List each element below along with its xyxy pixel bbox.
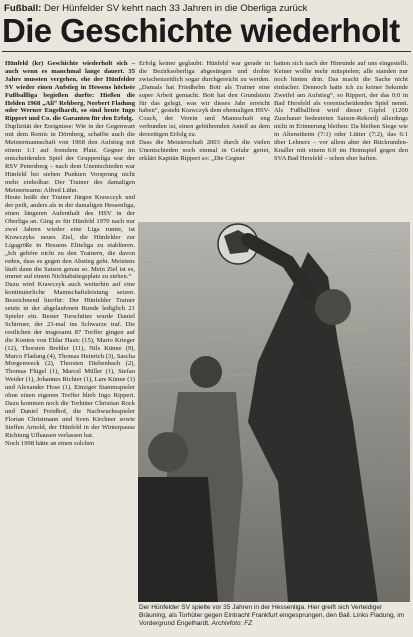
subtitle: Der Hünfelder SV kehrt nach 33 Jahren in die Oberliga zurück — [43, 3, 308, 14]
caption-text: Der Hünfelder SV spielte vor 35 Jahren in der Hessenliga. Hier greift sich Verteidiger Bräuning, als Torhüter gegen Eintracht Frankfurt eingesprungen, den Ball. Links Fladung, im Vordergrund Engelhardt. — [139, 604, 405, 627]
paragraph: Heute heißt der Trainer Jürgen Krawczyk und der peilt, anders als in der damaligen Hessenliga, einen längeren Aufenthalt des HSV in der Oberliga an. Ging es für Hünfeld 1970 nach nur zwei Jahren wieder eine Liga runter, ist Krawczyks neues Ziel, die Hünfelder zur Ligagröße in Hessens Eliteliga zu etablieren. „Ich gehöre nicht zu den Trainern, die davon reden, dass es gegen den Abstieg geht. Meistens läuft dann die Saison genau so. Mein Ziel ist es, immer auf einem Nichtabstiegsplatz zu stehen.“ — [5, 194, 135, 281]
paragraph: Noch 1998 hätte an einen solchen — [5, 439, 95, 447]
headline: Die Geschichte wiederholt — [2, 12, 400, 49]
paragraph: Duplizität der Ereignisse: Wie in der Gegenwart mit dem Remis in Dörnberg, schaffte auch die Meistermannschaft von 1968 den Aufstieg mit einem 1:1 auf fremdem Platz. Gegner im entscheidenden Spiel der Gruppenliga war der RSV Petersberg – nach dem Unentschieden war Hünfeld bei sieben Punkten Vorsprung nicht mehr einholbar. Der Trainer des damaligen Meisterteams: Alfred Lühn. — [5, 123, 135, 194]
lead-paragraph: Hünfeld (kr) Geschichte wiederholt sich – auch wenn es manchmal lange dauert. 35 Jahre mussten vergehen, ehe der Hünfelder SV wieder einen Aufstieg in Hessens höchste Fußballliga begießen durfte: Hießen die Helden 1968 „Ali“ Rehberg, Norbert Fladung oder Werner Engelhardt, so sind heute Ingo Rippert und Co. die Garanten für den Erfolg. — [5, 60, 135, 123]
photo-credit: Archivfoto: FZ — [211, 619, 253, 627]
header-rule — [2, 51, 411, 52]
rubric: Fußball: — [4, 3, 42, 14]
article-column-3 — [274, 60, 408, 220]
photo-caption — [139, 604, 410, 636]
paragraph: Dass die Meisterschaft 2003 durch die vielen Unentschieden noch einmal in Gefahr geriet, erklärt Kapitän Rippert so: „Die Gegner — [139, 139, 270, 162]
article-column-1 — [5, 60, 135, 632]
paragraph: Dazu wird Krawczyk auch weiterhin auf eine kontinuierliche Mannschaftsleistung setzen. Bezeichnend hierfür: Der Hünfelder Trainer setzte in der abgelaufenen Runde lediglich 21 Spieler ein. Bester Torschütze wurde Daniel Schirmer, der 23-mal ins Schwarze traf. Die restlichen der insgesamt 87 Treffer gingen auf die Konten von Eldar Hasic (15), Mario Krieger (12), Thorsten Brehler (11), Nils Künne (9), Marco Fladung (4), Thomas Heinrich (3), Sascha Morgenweck (2), Thorsten Diebenbach (2), Thomas Flügel (1), Marcel Müller (1), Stefan Weider (1), Johannes Richter (1), Lars Künne (1) und Alexander Hose (1). Einziger Stammspieler ohne einen eigenen Treffer blieb Ingo Rippert. Dazu kommen noch die Torhüter Christian Rock und Daniel Freidhof, die Nachwuchsspieler Florian Christmann und Sven Kirchner sowie Steffen Arnold, der Hünfeld in der Winterpause Richtung Ufhausen verlassen hat. — [5, 281, 135, 439]
article-column-2 — [139, 60, 270, 220]
paragraph: Erfolg keiner geglaubt: Hünfeld war gerade in die Bezirksoberliga abgestiegen und drohte zwischenzeitlich sogar durchgereicht zu werden. „Damals hat Friedhelm Bott als Trainer eine super Arbeit gemacht. Bott hat den Grundstein für das gelegt, was wir dieses Jahr erreicht haben“, gesteht Krawczyk dem ehemaligen HSV-Coach, der Verein und Mannschaft eng verbunden ist, einen gebührenden Anteil an dem derzeitigen Erfolg zu. — [139, 60, 270, 139]
archive-photo — [138, 222, 410, 602]
paragraph: hatten sich nach der Hinrunde auf uns eingestellt. Keiner wollte mehr mitspielen; alle standen nur noch hinten drin. Das macht die Sache nicht einfacher. Dennoch hatte ich zu keiner Sekunde Zweifel am Aufstieg“, so Rippert, der das 0:0 in Bad Hersfeld als vorentscheidendes Spiel nennt. Als Fußballfest wird dieser Gipfel (1200 Zuschauer bedeuteten Saison-Rekord) allerdings nicht in Erinnerung bleiben: Da bleiben Siege wie in Altenstheim (7:1) oder Lütter (7:2), das 6:1 über Lehnerz – vor allem aber der Rückrunden-Knaller mit einem 6:0 im Heimspiel gegen den SVA Bad Hersfeld – schon eher haften. — [274, 60, 408, 162]
